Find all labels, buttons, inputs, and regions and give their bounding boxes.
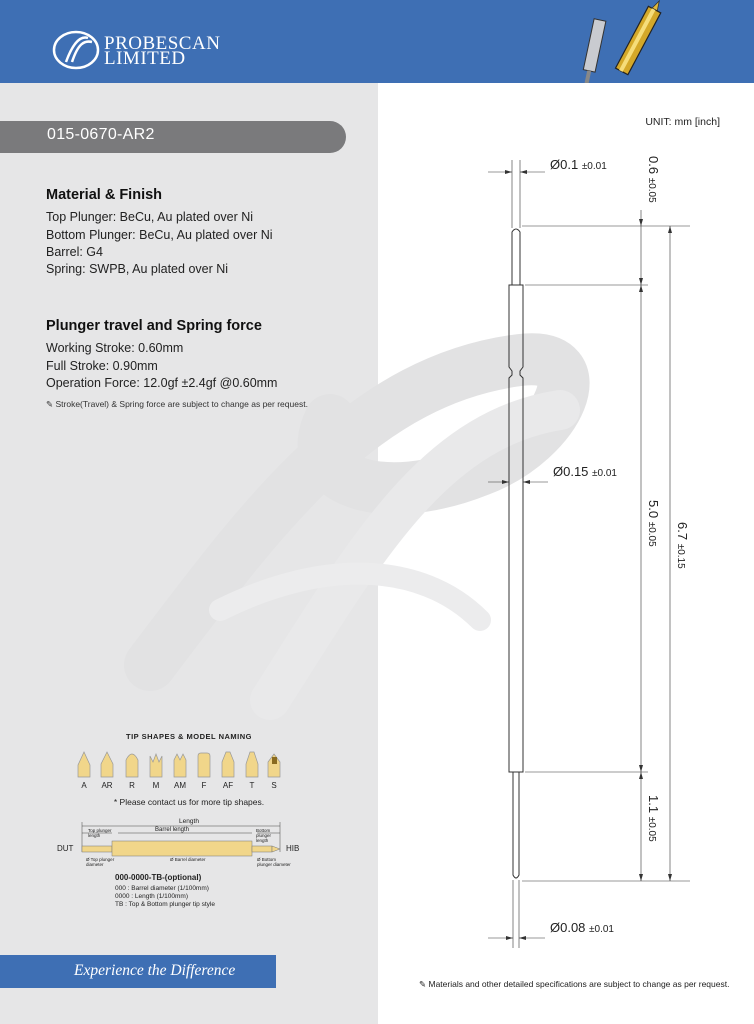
tips-note: * Please contact us for more tip shapes. [113,797,265,807]
tip-label: AM [174,781,186,790]
material-heading: Material & Finish [46,187,163,203]
naming-line: TB : Top & Bottom plunger tip style [115,901,215,908]
tip-label: S [271,781,277,790]
tip-label: T [249,781,255,790]
travel-line: Working Stroke: 0.60mm [46,341,184,355]
travel-note: ✎ Stroke(Travel) & Spring force are subject to change as per request. [46,399,308,409]
unit-label: UNIT: mm [inch] [645,116,720,128]
travel-line: Full Stroke: 0.90mm [46,359,158,373]
naming-barrel-length: Barrel length [155,827,190,833]
slogan: Experience the Difference [74,962,236,979]
naming-dut: DUT [57,844,74,853]
naming-bottom-length: Bottom plunger length [256,828,272,843]
brand-name: PROBESCAN LIMITED [104,33,221,69]
mid-diameter-dim: Ø0.15 ±0.01 [553,464,617,479]
barrel-length-dim: 5.0 ±0.05 [646,500,661,547]
top-length-dim: 0.6 ±0.05 [646,156,661,203]
naming-bottom-dia: Ø Bottom plunger diameter [257,857,291,867]
top-diameter-dim: Ø0.1 ±0.01 [550,157,607,172]
naming-top-dia: Ø Top plunger diameter [86,857,115,867]
naming-code: 000-0000-TB-(optional) [115,873,202,882]
naming-line: 0000 : Length (1/100mm) [115,893,188,900]
travel-heading: Plunger travel and Spring force [46,318,262,334]
total-length-dim: 6.7 ±0.15 [675,522,690,569]
naming-line: 000 : Barrel diameter (1/100mm) [115,885,209,892]
tip-label: M [152,781,160,790]
footer-note: ✎ Materials and other detailed specifications are subject to change as per request. [419,979,730,989]
bottom-diameter-dim: Ø0.08 ±0.01 [550,920,614,935]
tip-label: AR [101,781,113,790]
tips-title: TIP SHAPES & MODEL NAMING [126,732,252,741]
material-line: Spring: SWPB, Au plated over Ni [46,262,229,276]
tip-label: AF [222,781,234,790]
tip-label: R [129,781,135,790]
tip-label: A [81,781,87,790]
bottom-length-dim: 1.1 ±0.05 [646,795,661,842]
material-line: Barrel: G4 [46,245,103,259]
travel-line: Operation Force: 12.0gf ±2.4gf @0.60mm [46,376,278,390]
naming-barrel-dia: Ø Barrel diameter [170,857,206,862]
material-line: Bottom Plunger: BeCu, Au plated over Ni [46,228,273,242]
naming-top-length: Top plunger length [88,828,112,838]
tip-label: F [201,781,207,790]
material-line: Top Plunger: BeCu, Au plated over Ni [46,210,254,224]
naming-length: Length [179,818,199,825]
naming-hib: HIB [286,844,300,853]
part-number: 015-0670-AR2 [47,126,155,143]
